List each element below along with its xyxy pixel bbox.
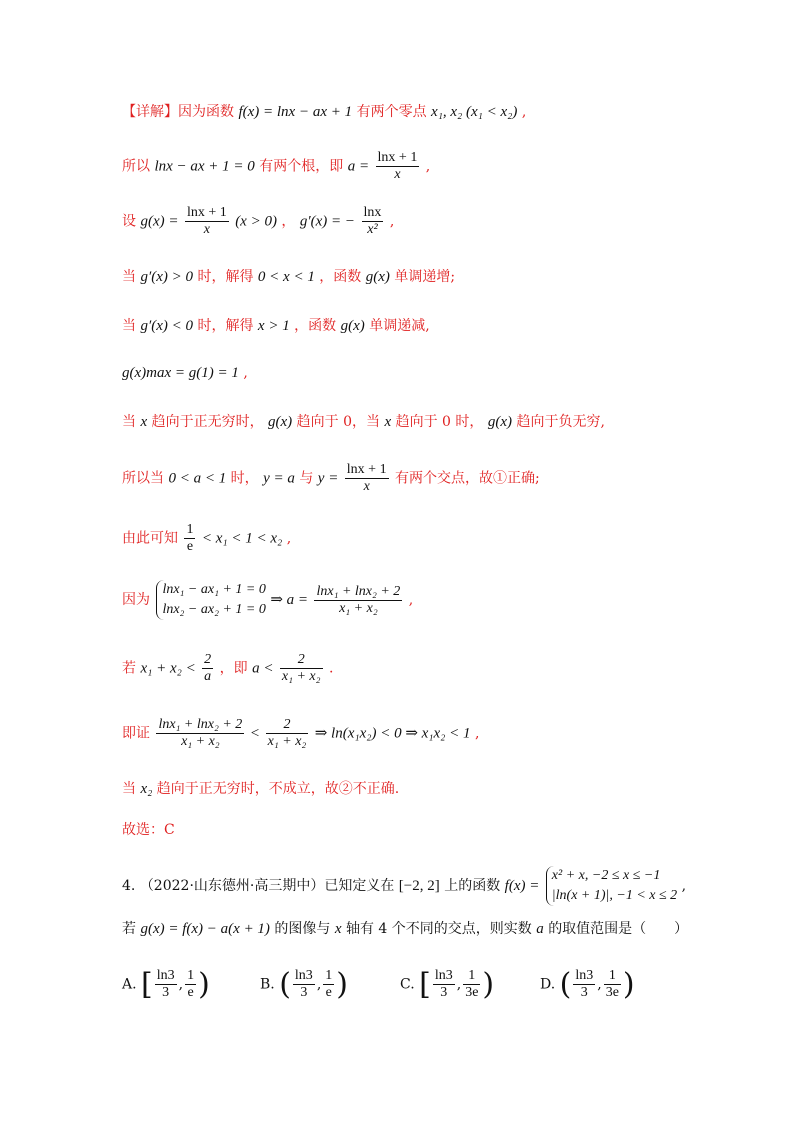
text: 由此可知 [122,530,178,547]
question-4-line-1 [122,866,686,906]
text: 即证 [122,725,150,742]
fraction [376,150,420,183]
math: 0 < a < 1 [168,470,227,487]
math: [−2, 2] [398,878,440,894]
punct: , [408,592,414,608]
numerator: ln3 [575,968,594,983]
numerator: 2 [204,652,212,667]
case-row: |ln(x + 1)|, −1 < x ≤ 2 [551,888,678,903]
denominator: x [345,478,389,495]
text: 的图像与 [274,921,331,937]
math: y = a [263,470,295,487]
punct: , [521,104,527,120]
math: (x > 0) [235,213,277,230]
text: 时， [230,470,259,487]
solution-line-1 [122,103,526,121]
case-row: x² + x, −2 ≤ x ≤ −1 [551,868,661,883]
zeros: x₁, x₂ (x₁ < x₂) [431,104,518,120]
math: f(x) = [504,878,540,894]
numerator: lnx [363,205,382,220]
math: x₂ [140,781,153,797]
numerator: 1 [186,522,194,537]
math: a < [252,660,274,677]
text: 所以当 [122,470,164,487]
denominator: 3 [573,984,595,1001]
option-label: D. [540,976,556,993]
punct: ， [281,213,296,230]
numerator: 1 [325,968,333,983]
numerator: lnx₁ + lnx₂ + 2 [158,717,243,732]
math: g(x) [268,414,293,430]
math: g(x) = f(x) − a(x + 1) [140,921,270,937]
denominator: e [323,984,334,1001]
fraction [266,717,309,750]
text: 与 [299,470,314,487]
fraction [362,205,384,238]
math: a = [347,158,370,175]
text: 当 [122,269,136,285]
denominator: e [185,984,196,1001]
denominator: 3 [433,984,455,1001]
option-c[interactable]: C. [ $\frac{\ln 3}{3}$ , $\frac{1}{3e}$ ) [400,966,495,1002]
math: y = [317,470,339,487]
fraction [433,968,455,1001]
bracket: ( [559,966,572,1002]
option-d[interactable]: D. ( $\frac{\ln 3}{3}$ , $\frac{1}{3e}$ ) [540,966,635,1002]
denominator: e [184,538,195,555]
denominator: x² [362,221,384,238]
bracket: [ [419,966,431,1002]
text: 有两个零点 [356,104,427,120]
fraction [573,968,595,1001]
denominator: 3 [155,984,177,1001]
bracket: ) [482,966,495,1002]
math: g(x) [365,269,390,285]
numerator: lnx + 1 [346,462,387,477]
bracket: ) [336,966,348,1002]
fraction [280,652,323,685]
denominator: 3e [605,985,619,1000]
fraction [314,584,402,617]
math: x [384,414,392,430]
text: 若 [122,660,136,677]
text: 时，解得 [197,318,254,334]
solution-line-4 [122,268,455,286]
punct: , [286,530,292,547]
math: x₁ + x₂ < [140,660,196,677]
fraction [156,717,244,750]
punct: , [425,158,431,175]
text: 趋向于 0，当 [296,414,380,430]
solution-line-9 [122,522,291,555]
bracket: ) [198,966,210,1002]
solution-line-11 [122,652,333,685]
math: < [250,725,260,742]
math: x > 1 [257,318,290,334]
numerator: ln3 [294,968,313,983]
text: 因为 [122,592,150,608]
punct: , [389,213,395,230]
fraction [293,968,315,1001]
option-b[interactable]: B. ( $\frac{\ln 3}{3}$ , $\frac{1}{e}$ ) [260,966,348,1002]
text: 单调递增; [394,269,456,285]
denominator: x₁ + x₂ [281,669,321,684]
numerator: lnx₁ + lnx₂ + 2 [316,583,401,599]
text: 有两个根，即 [259,158,344,175]
denominator: x₁ + x₂ [314,600,402,617]
text: 趋向于正无穷时， [151,414,264,430]
punct: , [243,365,248,381]
text: 上的函数 [444,878,501,894]
solution-line-7 [122,413,605,431]
fraction [604,968,621,1001]
bracket: [ [141,966,153,1002]
numerator: 1 [468,968,476,983]
punct: , [474,725,480,742]
fraction [202,652,213,685]
text: 当 [122,781,136,797]
math: < x₁ < 1 < x₂ [201,530,283,547]
denominator: 3 [293,984,315,1001]
option-label: B. [260,976,275,993]
text: 当 [122,318,136,334]
math: ⇒ a = [270,592,309,608]
math: g(x)max = g(1) = 1 [122,365,239,381]
fraction [463,968,480,1001]
math: ⇒ ln(x₁x₂) < 0 ⇒ x₁x₂ < 1 [314,725,471,742]
option-a[interactable]: A. [ $\frac{\ln 3}{3}$ , $\frac{1}{e}$ ) [122,966,210,1002]
numerator: lnx + 1 [186,205,227,220]
text: 所以 [122,158,150,175]
fraction [155,968,177,1001]
text: 趋向于正无穷时，不成立，故②不正确. [156,781,400,797]
bracket: ( [279,966,291,1002]
math: a [536,921,544,937]
question-source: （2022·山东德州·高三期中）已知定义在 [139,878,395,894]
math: g(x) = [140,213,179,230]
detail-label: 【详解】因为函数 [122,104,234,120]
text: 单调递减, [369,318,430,334]
solution-line-2 [122,150,430,183]
math: g′(x) = − [299,213,356,230]
option-label: C. [400,976,415,993]
fraction [184,522,195,555]
option-label: A. [122,976,137,993]
text: 时，解得 [197,269,254,285]
numerator: 1 [608,968,616,983]
solution-line-10 [122,580,413,620]
text: 的取值范围是（ ） [548,921,689,937]
denominator: x [376,166,420,183]
denominator: x₁ + x₂ [267,734,307,749]
solution-line-5 [122,317,430,335]
system-row: lnx₂ − ax₂ + 1 = 0 [162,602,266,617]
text: 设 [122,213,136,230]
numerator: lnx + 1 [377,150,418,165]
numerator: ln3 [156,968,175,983]
math: x [334,921,342,937]
solution-line-8 [122,462,540,495]
text: 若 [122,921,136,937]
text: ，函数 [319,269,362,285]
denominator: 3e [465,985,479,1000]
equation-system [156,580,265,620]
math: 0 < x < 1 [257,269,315,285]
text: 趋向于负无穷, [516,414,605,430]
numerator: ln3 [434,968,453,983]
equation: lnx − ax + 1 = 0 [154,158,255,175]
text: ，函数 [294,318,337,334]
text: 轴有 4 个不同的交点，则实数 [345,921,532,937]
system-row: lnx₁ − ax₁ + 1 = 0 [162,582,266,597]
math: x [140,414,148,430]
math: g(x) [487,414,512,430]
numerator: 2 [297,652,305,667]
text: 有两个交点，故①正确; [395,470,540,487]
math: g′(x) < 0 [140,318,194,334]
question-number: 4. [122,878,136,894]
fraction [323,968,334,1001]
text: 趋向于 0 时， [395,414,484,430]
denominator: a [204,669,212,684]
solution-line-6 [122,364,248,382]
denominator: x₁ + x₂ [156,733,244,750]
function-f: f(x) = lnx − ax + 1 [238,104,353,120]
math: g(x) [340,318,365,334]
text: 当 [122,414,136,430]
bracket: ) [622,966,635,1002]
answer-text: 故选：C [122,822,175,838]
piecewise-function [546,866,677,906]
numerator: 2 [283,717,291,732]
punct: . [328,660,334,677]
answer-line [122,821,175,839]
punct: , [681,878,687,894]
solution-line-13 [122,780,399,798]
question-4-line-2 [122,920,688,938]
math: g′(x) > 0 [140,269,194,285]
denominator: x [185,221,229,238]
numerator: 1 [187,968,195,983]
solution-line-3 [122,205,394,238]
fraction [185,968,196,1001]
solution-line-12 [122,717,479,750]
text: ，即 [219,660,248,677]
fraction [345,462,389,495]
fraction [185,205,229,238]
